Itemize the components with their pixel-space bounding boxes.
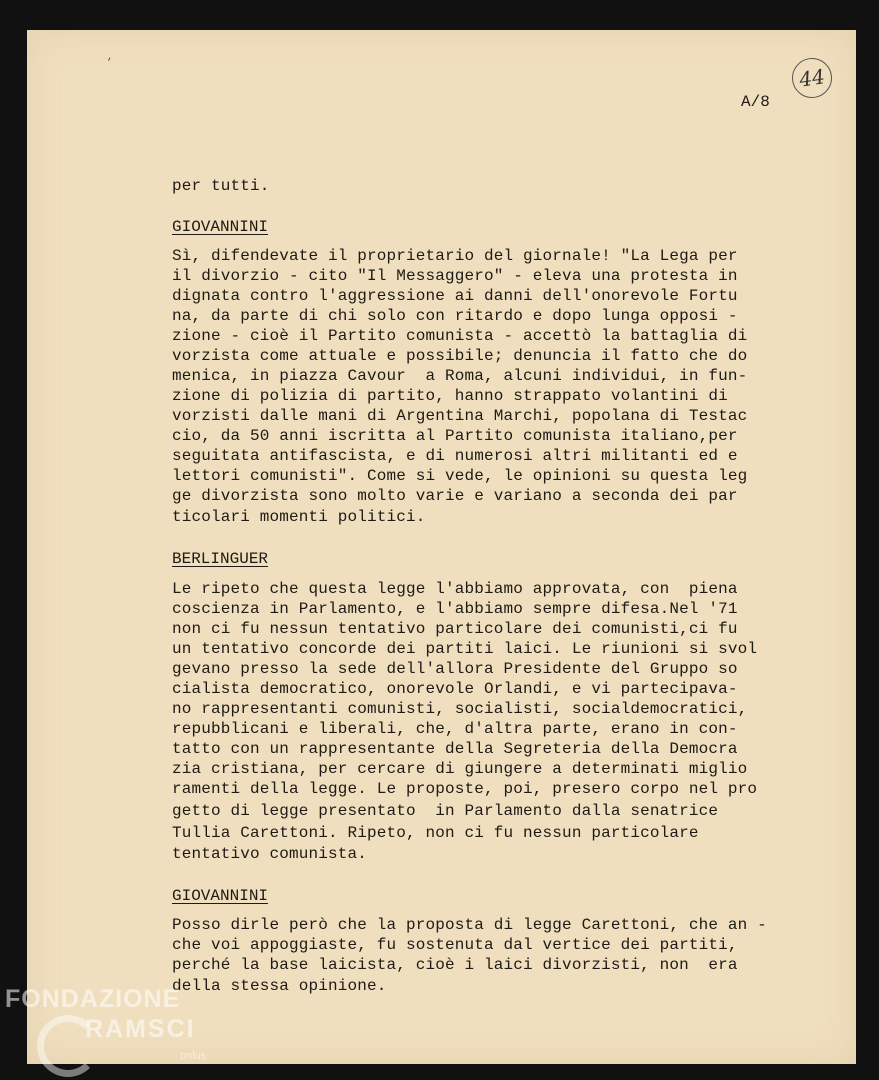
intro-line: per tutti. (172, 177, 270, 195)
ink-mark: , (107, 52, 114, 63)
text-line: vorzisti dalle mani di Argentina Marchi, popolana di Testac (172, 407, 748, 425)
text-line: vorzista come attuale e possibile; denuncia il fatto che do (172, 347, 748, 365)
speaker-label: BERLINGUER (172, 550, 269, 568)
folio-number-stamp: 44 (789, 55, 834, 100)
text-line: Sì, difendevate il proprietario del giornale! "La Lega per (172, 247, 738, 265)
text-line: il divorzio - cito "Il Messaggero" - eleva una protesta in (172, 267, 738, 285)
text-line: coscienza in Parlamento, e l'abbiamo sempre difesa.Nel '71 (172, 600, 738, 618)
text-line: zione - cioè il Partito comunista - accettò la battaglia di (172, 327, 748, 345)
fondazione-gramsci-watermark (5, 985, 235, 1080)
watermark-line-2: RAMSCI (85, 1015, 196, 1043)
text-line: zione di polizia di partito, hanno strappato volantini di (172, 387, 728, 405)
text-line: che voi appoggiaste, fu sostenuta dal vertice dei partiti, (172, 936, 738, 954)
text-line: della stessa opinione. (172, 977, 387, 995)
text-line: Tullia Carettoni. Ripeto, non ci fu nessun particolare (172, 824, 699, 842)
document-page (27, 30, 856, 1064)
text-line: repubblicani e liberali, che, d'altra parte, erano in con- (172, 720, 738, 738)
speaker-label: GIOVANNINI (172, 218, 269, 236)
text-line: ramenti della legge. Le proposte, poi, presero corpo nel pro (172, 780, 758, 798)
text-line: non ci fu nessun tentativo particolare dei comunisti,ci fu (172, 620, 738, 638)
page-code: A/8 (741, 93, 770, 111)
text-line: seguitata antifascista, e di numerosi altri militanti ed e (172, 447, 738, 465)
text-line: cio, da 50 anni iscritta al Partito comunista italiano,per (172, 427, 738, 445)
text-line: na, da parte di chi solo con ritardo e dopo lunga opposi - (172, 307, 738, 325)
text-line: cialista democratico, onorevole Orlandi, e vi partecipava- (172, 680, 738, 698)
text-line: un tentativo concorde dei partiti laici. Le riunioni si svol (172, 640, 758, 658)
text-line: gevano presso la sede dell'allora Presidente del Gruppo so (172, 660, 738, 678)
text-line: getto di legge presentato in Parlamento dalla senatrice (172, 802, 719, 820)
text-line: lettori comunisti". Come si vede, le opinioni su questa leg (172, 467, 748, 485)
text-line: Posso dirle però che la proposta di legge Carettoni, che an - (172, 916, 767, 934)
text-line: no rappresentanti comunisti, socialisti, socialdemocratici, (172, 700, 748, 718)
text-line: dignata contro l'aggressione ai danni dell'onorevole Fortu (172, 287, 738, 305)
text-line: tentativo comunista. (172, 845, 368, 863)
text-line: menica, in piazza Cavour a Roma, alcuni individui, in fun- (172, 367, 748, 385)
watermark-line-3: onlus (180, 1050, 207, 1062)
text-line: zia cristiana, per cercare di giungere a determinati miglio (172, 760, 748, 778)
text-line: ticolari momenti politici. (172, 508, 426, 526)
text-line: ge divorzista sono molto varie e variano a seconda dei par (172, 487, 738, 505)
text-line: tatto con un rappresentante della Segreteria della Democra (172, 740, 738, 758)
text-line: Le ripeto che questa legge l'abbiamo approvata, con piena (172, 580, 738, 598)
watermark-line-1: FONDAZIONE (5, 985, 181, 1013)
speaker-label: GIOVANNINI (172, 887, 269, 905)
text-line: perché la base laicista, cioè i laici divorzisti, non era (172, 956, 738, 974)
